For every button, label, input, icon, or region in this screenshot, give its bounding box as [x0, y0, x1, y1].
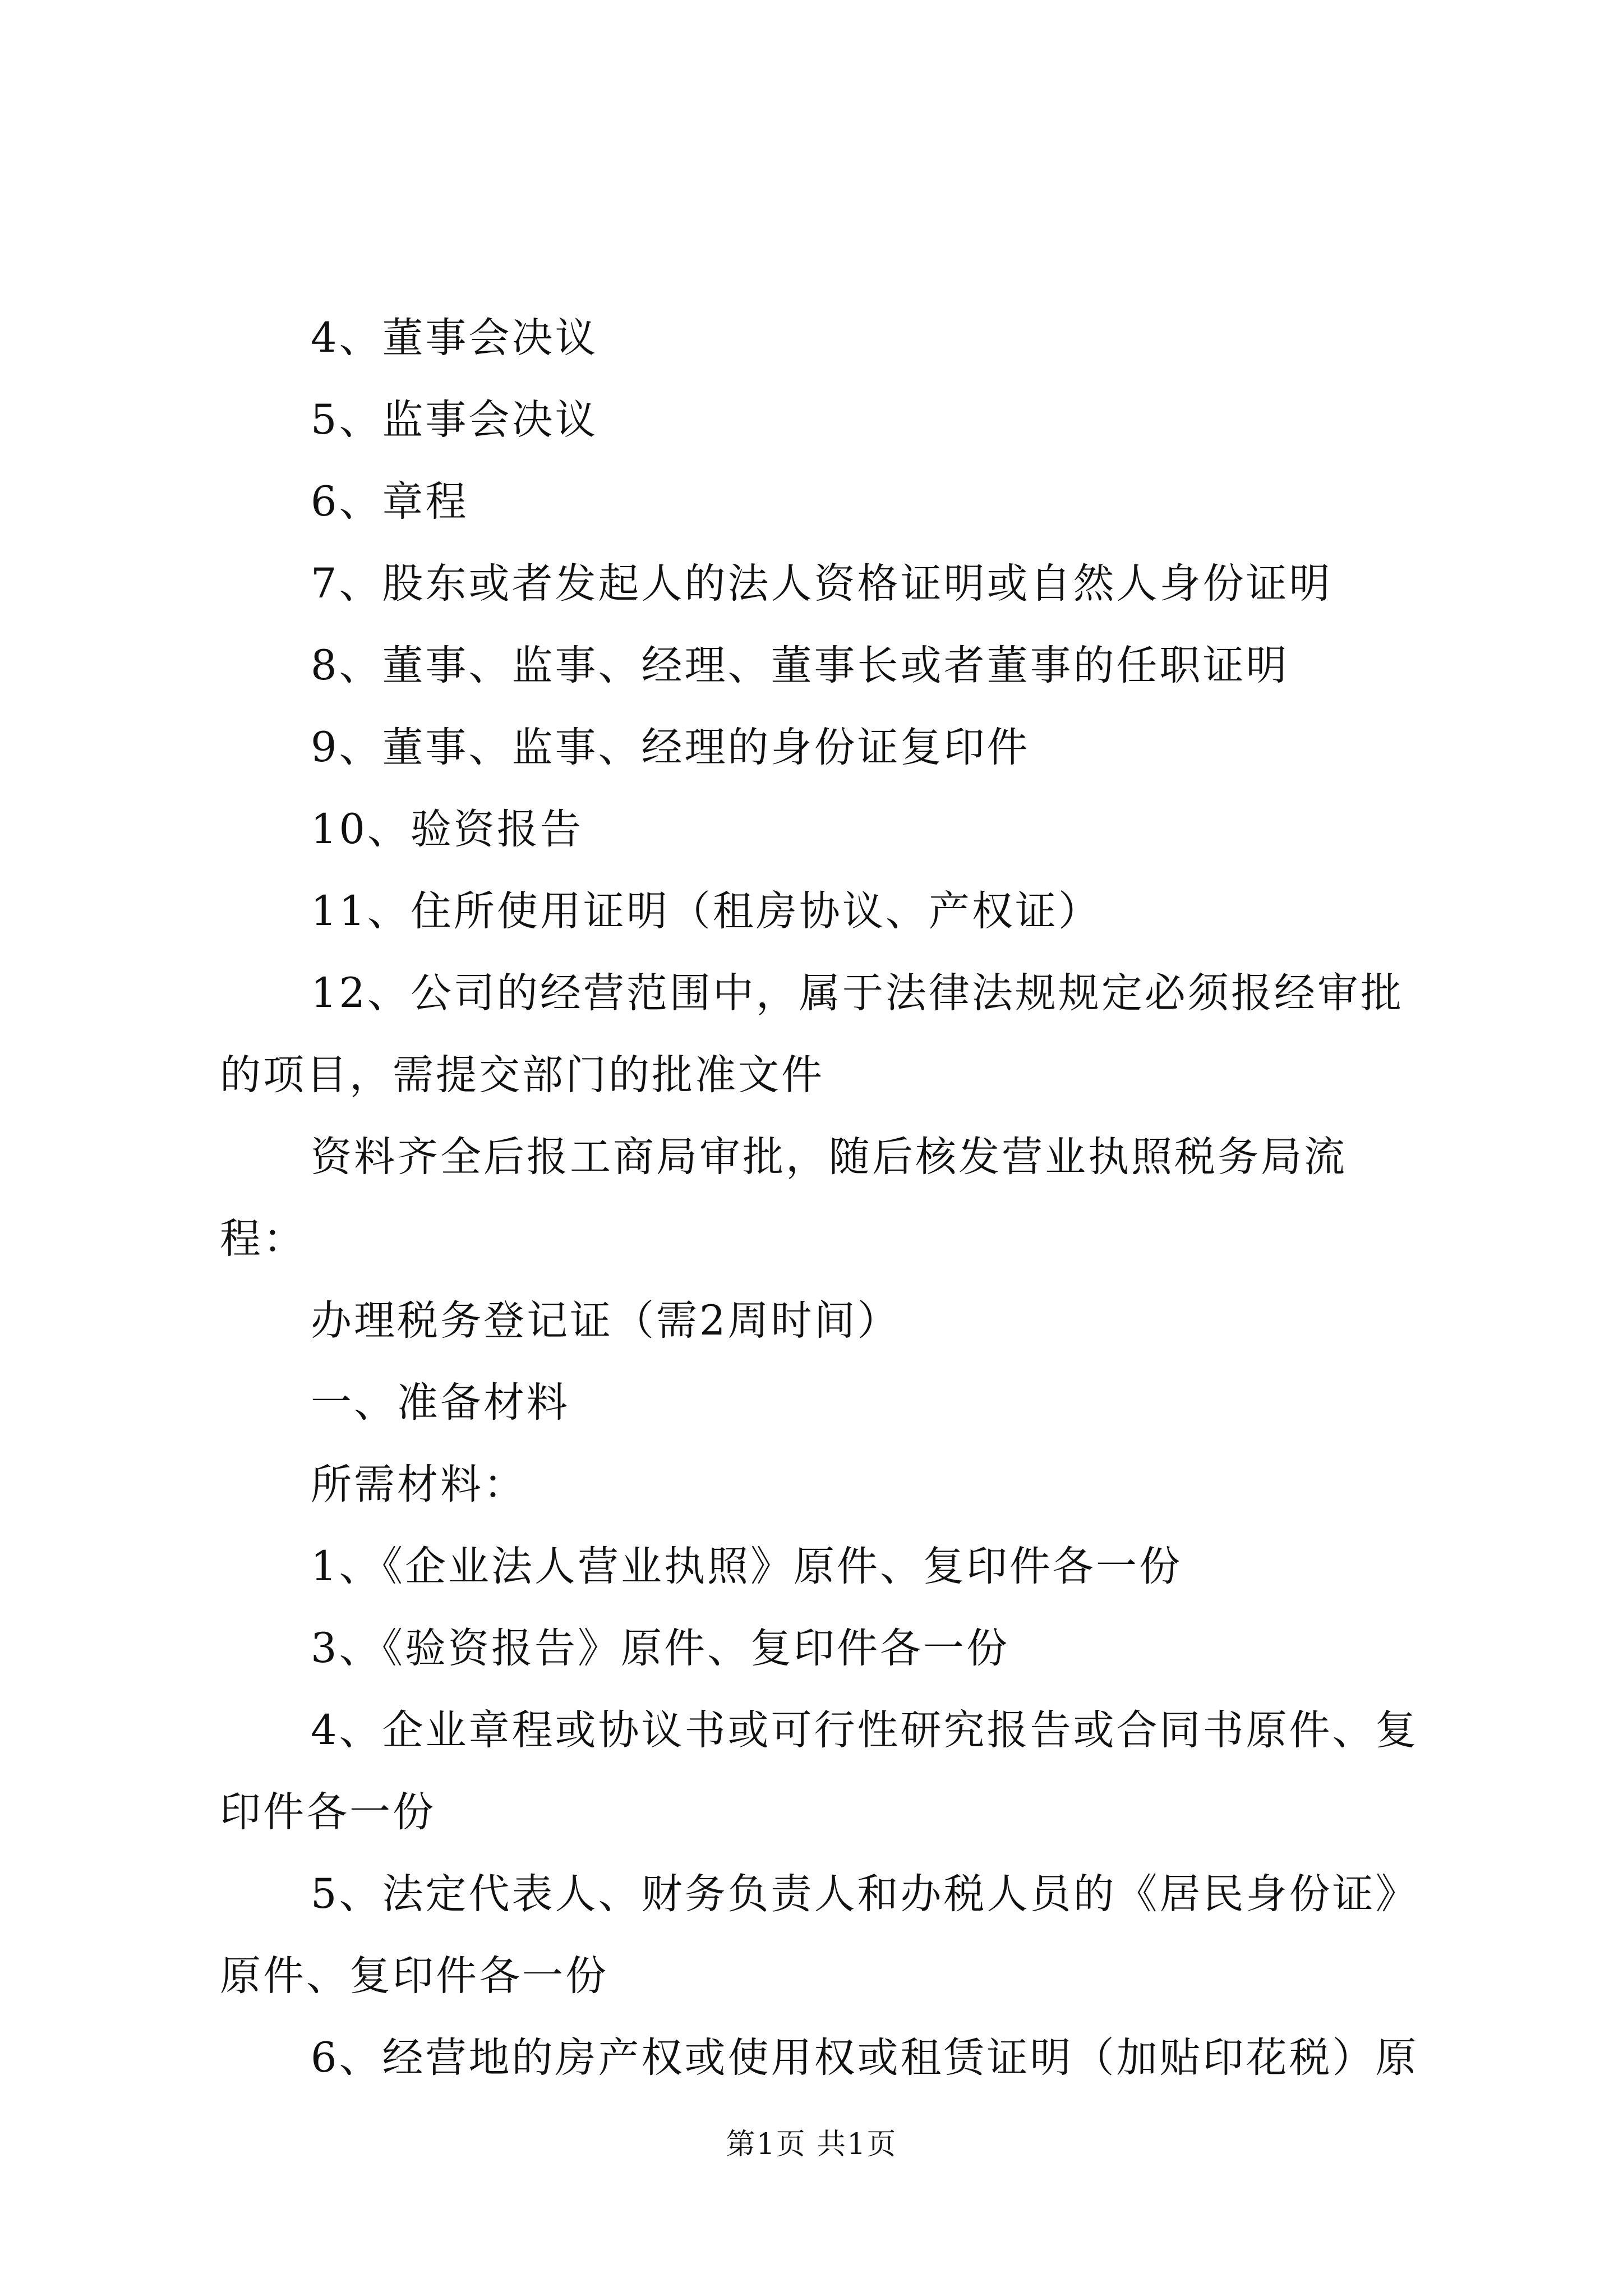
material-item-1: 1、《企业法人营业执照》原件、复印件各一份: [311, 1543, 1182, 1590]
material-item-5: 5、法定代表人、财务负责人和办税人员的《居民身份证》原件、复印件各一份: [220, 1870, 1419, 2000]
paragraph-item-6: 6、章程: [311, 478, 469, 526]
page-footer: 第1页 共1页: [726, 2128, 897, 2161]
material-item-6: 6、经营地的房产权或使用权或租赁证明（加贴印花税）原: [311, 2034, 1419, 2082]
paragraph-item-5: 5、监事会决议: [311, 396, 598, 444]
material-item-4: 4、企业章程或协议书或可行性研究报告或合同书原件、复印件各一份: [220, 1706, 1419, 1836]
paragraph-item-12: 12、公司的经营范围中，属于法律法规规定必须报经审批的项目，需提交部门的批准文件: [220, 969, 1404, 1099]
paragraph-item-11: 11、住所使用证明（租房协议、产权证）: [311, 887, 1101, 935]
material-item-3: 3、《验资报告》原件、复印件各一份: [311, 1625, 1009, 1672]
paragraph-item-9: 9、董事、监事、经理的身份证复印件: [311, 724, 1030, 771]
paragraph-item-10: 10、验资报告: [311, 806, 583, 853]
paragraph-item-8: 8、董事、监事、经理、董事长或者董事的任职证明: [311, 642, 1289, 689]
paragraph-tax-registration: 办理税务登记证（需2周时间）: [311, 1297, 901, 1345]
paragraph-item-7: 7、股东或者发起人的法人资格证明或自然人身份证明: [311, 560, 1332, 608]
document-body: [220, 297, 1428, 2099]
paragraph-approval-note: 资料齐全后报工商局审批，随后核发营业执照税务局流程：: [220, 1133, 1347, 1263]
section-heading: 一、准备材料: [311, 1379, 570, 1427]
paragraph-item-4: 4、董事会决议: [311, 314, 598, 362]
materials-label: 所需材料：: [311, 1461, 527, 1508]
